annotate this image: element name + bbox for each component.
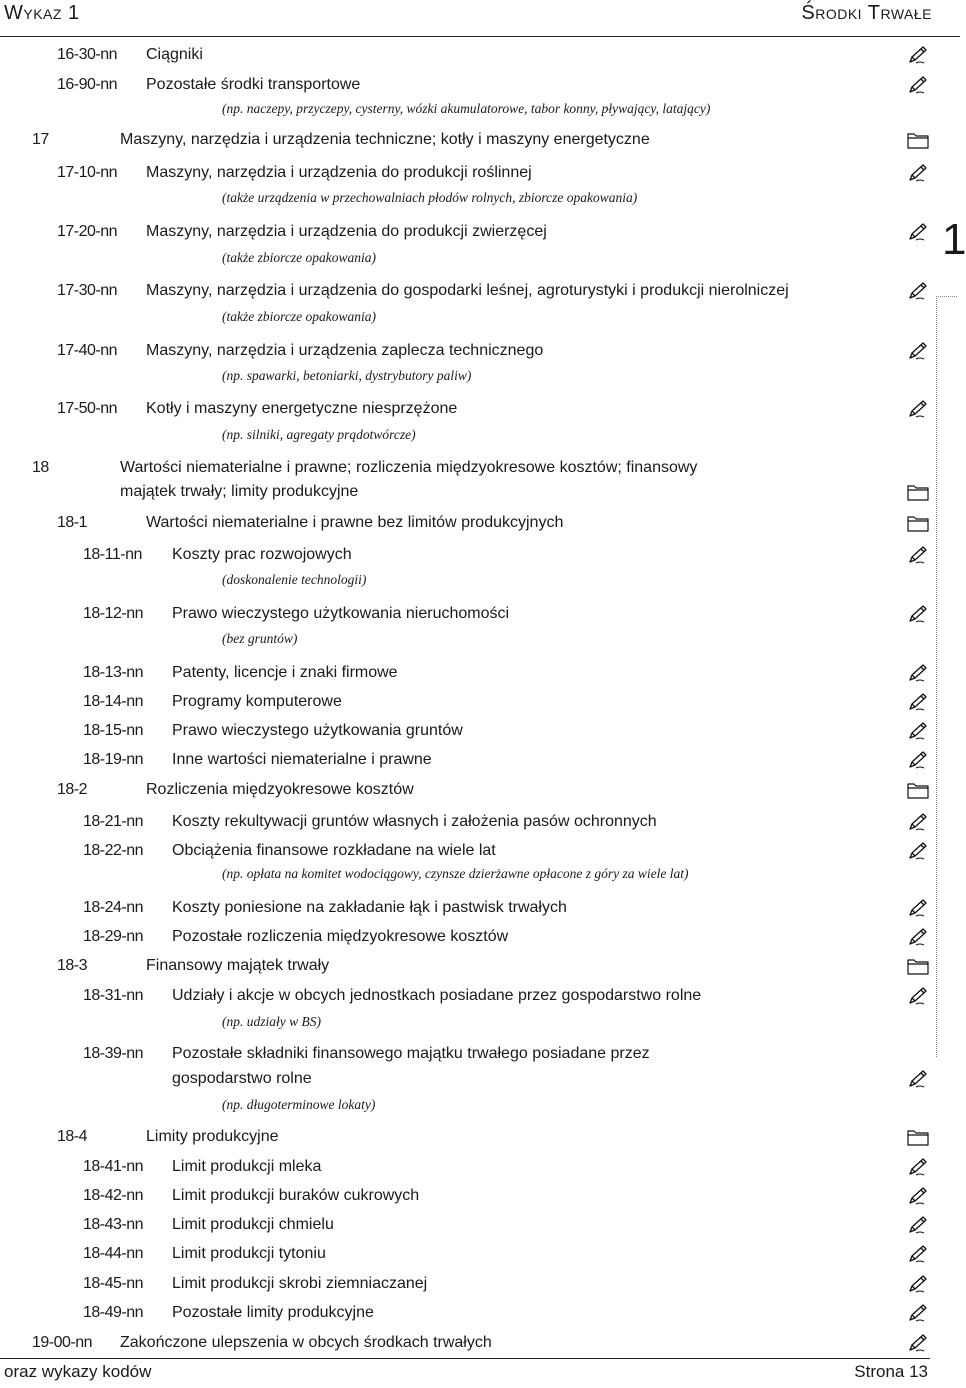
item-code: 18 bbox=[32, 459, 49, 476]
item-note: (np. udziały w BS) bbox=[222, 1014, 321, 1029]
pencil-icon bbox=[906, 162, 930, 184]
list-item bbox=[0, 603, 930, 625]
item-note: (bez gruntów) bbox=[222, 631, 298, 646]
item-code: 18-44-nn bbox=[83, 1245, 144, 1262]
folder-icon bbox=[906, 955, 930, 977]
pencil-icon bbox=[906, 340, 930, 362]
header-divider bbox=[0, 36, 960, 37]
item-label: Pozostałe środki transportowe bbox=[146, 76, 361, 93]
item-code: 18-14-nn bbox=[83, 693, 144, 710]
pencil-icon bbox=[906, 44, 930, 66]
list-item bbox=[0, 44, 930, 66]
item-label: Finansowy majątek trwały bbox=[146, 957, 330, 974]
item-code: 18-21-nn bbox=[83, 813, 144, 830]
item-label: Koszty rekultywacji gruntów własnych i założenia pasów ochronnych bbox=[172, 813, 657, 830]
item-note: (np. długoterminowe lokaty) bbox=[222, 1097, 376, 1112]
pencil-icon bbox=[906, 662, 930, 684]
item-label: Udziały i akcje w obcych jednostkach posiadane przez gospodarstwo rolne bbox=[172, 987, 702, 1004]
item-label: Maszyny, narzędzia i urządzenia zaplecza technicznego bbox=[146, 342, 544, 359]
folder-icon bbox=[906, 1126, 930, 1148]
item-code: 18-19-nn bbox=[83, 751, 144, 768]
footer-divider bbox=[0, 1358, 930, 1359]
list-item bbox=[0, 512, 930, 534]
list-item bbox=[0, 340, 930, 362]
list-item bbox=[0, 221, 930, 243]
list-item bbox=[0, 691, 930, 713]
folder-icon bbox=[906, 779, 930, 801]
item-note: (np. opłata na komitet wodociągowy, czynsze dzierżawne opłacone z góry za wiele lat) bbox=[222, 866, 689, 881]
pencil-icon bbox=[906, 1185, 930, 1207]
item-code: 18-43-nn bbox=[83, 1216, 144, 1233]
page-number: Strona 13 bbox=[854, 1362, 928, 1381]
list-item bbox=[0, 280, 930, 302]
item-label: Inne wartości niematerialne i prawne bbox=[172, 751, 432, 768]
item-label: Obciążenia finansowe rozkładane na wiele lat bbox=[172, 842, 496, 859]
pencil-icon bbox=[906, 720, 930, 742]
list-item bbox=[0, 926, 930, 948]
item-code: 18-15-nn bbox=[83, 722, 144, 739]
item-note: (także zbiorcze opakowania) bbox=[222, 309, 376, 324]
item-note: (np. silniki, agregaty prądotwórcze) bbox=[222, 427, 416, 442]
item-label: Limit produkcji skrobi ziemniaczanej bbox=[172, 1275, 428, 1292]
pencil-icon bbox=[906, 840, 930, 862]
item-note: (np. naczepy, przyczepy, cysterny, wózki akumulatorowe, tabor konny, pływający, latający) bbox=[222, 101, 711, 116]
item-label: Pozostałe rozliczenia międzyokresowe kosztów bbox=[172, 928, 509, 945]
list-item bbox=[0, 1068, 930, 1090]
pencil-icon bbox=[906, 811, 930, 833]
item-code: 19-00-nn bbox=[32, 1334, 93, 1351]
item-code: 18-3 bbox=[57, 957, 88, 974]
pencil-icon bbox=[906, 897, 930, 919]
pencil-icon bbox=[906, 985, 930, 1007]
item-label: Limity produkcyjne bbox=[146, 1128, 279, 1145]
list-item bbox=[0, 398, 930, 420]
item-code: 18-41-nn bbox=[83, 1158, 144, 1175]
item-code: 18-13-nn bbox=[83, 664, 144, 681]
item-note: (także urządzenia w przechowalniach płodów rolnych, zbiorcze opakowania) bbox=[222, 190, 638, 205]
item-code: 18-45-nn bbox=[83, 1275, 144, 1292]
pencil-icon bbox=[906, 1156, 930, 1178]
list-item bbox=[0, 1126, 930, 1148]
item-code: 18-12-nn bbox=[83, 605, 144, 622]
item-note: (doskonalenie technologii) bbox=[222, 572, 367, 587]
pencil-icon bbox=[906, 1273, 930, 1295]
pencil-icon bbox=[906, 1068, 930, 1090]
item-label: Programy komputerowe bbox=[172, 693, 342, 710]
item-code: 18-39-nn bbox=[83, 1045, 144, 1062]
item-code: 18-42-nn bbox=[83, 1187, 144, 1204]
item-code: 18-49-nn bbox=[83, 1304, 144, 1321]
pencil-icon bbox=[906, 1243, 930, 1265]
list-item bbox=[0, 749, 930, 771]
section-tab-number: 1 bbox=[942, 215, 966, 264]
list-item bbox=[0, 1156, 930, 1178]
item-label: Maszyny, narzędzia i urządzenia do gospodarki leśnej, agroturystyki i produkcji nierolniczej bbox=[146, 282, 789, 299]
item-label: Maszyny, narzędzia i urządzenia do produkcji zwierzęcej bbox=[146, 223, 547, 240]
item-note: (np. spawarki, betoniarki, dystrybutory paliw) bbox=[222, 368, 472, 383]
list-item bbox=[0, 1273, 930, 1295]
list-item bbox=[0, 74, 930, 96]
item-code: 18-4 bbox=[57, 1128, 88, 1145]
section-tab-marker bbox=[936, 296, 957, 1057]
item-code: 18-31-nn bbox=[83, 987, 144, 1004]
pencil-icon bbox=[906, 691, 930, 713]
item-label: Maszyny, narzędzia i urządzenia do produkcji roślinnej bbox=[146, 164, 532, 181]
item-label: Limit produkcji buraków cukrowych bbox=[172, 1187, 420, 1204]
list-item bbox=[0, 1214, 930, 1236]
item-code: 17-20-nn bbox=[57, 223, 118, 240]
item-label: Koszty poniesione na zakładanie łąk i pastwisk trwałych bbox=[172, 899, 567, 916]
item-code: 17-50-nn bbox=[57, 400, 118, 417]
item-label: majątek trwały; limity produkcyjne bbox=[120, 483, 359, 500]
list-item bbox=[0, 897, 930, 919]
item-label: Zakończone ulepszenia w obcych środkach trwałych bbox=[120, 1334, 492, 1351]
pencil-icon bbox=[906, 1214, 930, 1236]
list-item bbox=[0, 481, 930, 503]
list-item bbox=[0, 1185, 930, 1207]
list-item bbox=[0, 1332, 930, 1354]
item-code: 17 bbox=[32, 131, 49, 148]
pencil-icon bbox=[906, 1302, 930, 1324]
list-item bbox=[0, 1243, 930, 1265]
item-label: Ciągniki bbox=[146, 46, 203, 63]
item-code: 16-30-nn bbox=[57, 46, 118, 63]
item-code: 18-1 bbox=[57, 514, 88, 531]
item-label: Rozliczenia międzyokresowe kosztów bbox=[146, 781, 414, 798]
folder-icon bbox=[906, 481, 930, 503]
list-item bbox=[0, 779, 930, 801]
item-code: 18-11-nn bbox=[83, 546, 142, 563]
item-label: Pozostałe limity produkcyjne bbox=[172, 1304, 374, 1321]
item-label: Pozostałe składniki finansowego majątku trwałego posiadane przez bbox=[172, 1045, 650, 1062]
header-title-right: Środki Trwałe bbox=[801, 2, 932, 24]
item-label: Limit produkcji tytoniu bbox=[172, 1245, 326, 1262]
pencil-icon bbox=[906, 1332, 930, 1354]
list-item bbox=[0, 662, 930, 684]
item-label: Limit produkcji mleka bbox=[172, 1158, 322, 1175]
list-item bbox=[0, 840, 930, 862]
pencil-icon bbox=[906, 603, 930, 625]
item-label: Limit produkcji chmielu bbox=[172, 1216, 334, 1233]
folder-icon bbox=[906, 129, 930, 151]
item-label: Prawo wieczystego użytkowania nieruchomości bbox=[172, 605, 510, 622]
item-code: 17-10-nn bbox=[57, 164, 118, 181]
item-note: (także zbiorcze opakowania) bbox=[222, 250, 376, 265]
item-code: 18-24-nn bbox=[83, 899, 144, 916]
item-code: 16-90-nn bbox=[57, 76, 118, 93]
header-title-left: Wykaz 1 bbox=[4, 2, 80, 24]
item-label: Wartości niematerialne i prawne; rozliczenia międzyokresowe kosztów; finansowy bbox=[120, 459, 698, 476]
list-item bbox=[0, 457, 930, 479]
list-item bbox=[0, 720, 930, 742]
item-label: Maszyny, narzędzia i urządzenia techniczne; kotły i maszyny energetyczne bbox=[120, 131, 650, 148]
pencil-icon bbox=[906, 221, 930, 243]
item-label: Prawo wieczystego użytkowania gruntów bbox=[172, 722, 463, 739]
footer-left-text: oraz wykazy kodów bbox=[4, 1362, 152, 1381]
list-item bbox=[0, 162, 930, 184]
pencil-icon bbox=[906, 280, 930, 302]
list-item bbox=[0, 1043, 930, 1065]
pencil-icon bbox=[906, 544, 930, 566]
item-code: 18-29-nn bbox=[83, 928, 144, 945]
pencil-icon bbox=[906, 749, 930, 771]
item-label: gospodarstwo rolne bbox=[172, 1070, 312, 1087]
item-label: Wartości niematerialne i prawne bez limitów produkcyjnych bbox=[146, 514, 564, 531]
list-item bbox=[0, 985, 930, 1007]
list-item bbox=[0, 1302, 930, 1324]
item-code: 18-22-nn bbox=[83, 842, 144, 859]
folder-icon bbox=[906, 512, 930, 534]
pencil-icon bbox=[906, 398, 930, 420]
pencil-icon bbox=[906, 926, 930, 948]
item-label: Koszty prac rozwojowych bbox=[172, 546, 352, 563]
item-label: Patenty, licencje i znaki firmowe bbox=[172, 664, 398, 681]
list-item bbox=[0, 129, 930, 151]
item-code: 17-30-nn bbox=[57, 282, 118, 299]
list-item bbox=[0, 544, 930, 566]
item-label: Kotły i maszyny energetyczne niesprzężone bbox=[146, 400, 458, 417]
item-code: 18-2 bbox=[57, 781, 88, 798]
pencil-icon bbox=[906, 74, 930, 96]
list-item bbox=[0, 811, 930, 833]
list-item bbox=[0, 955, 930, 977]
item-code: 17-40-nn bbox=[57, 342, 118, 359]
